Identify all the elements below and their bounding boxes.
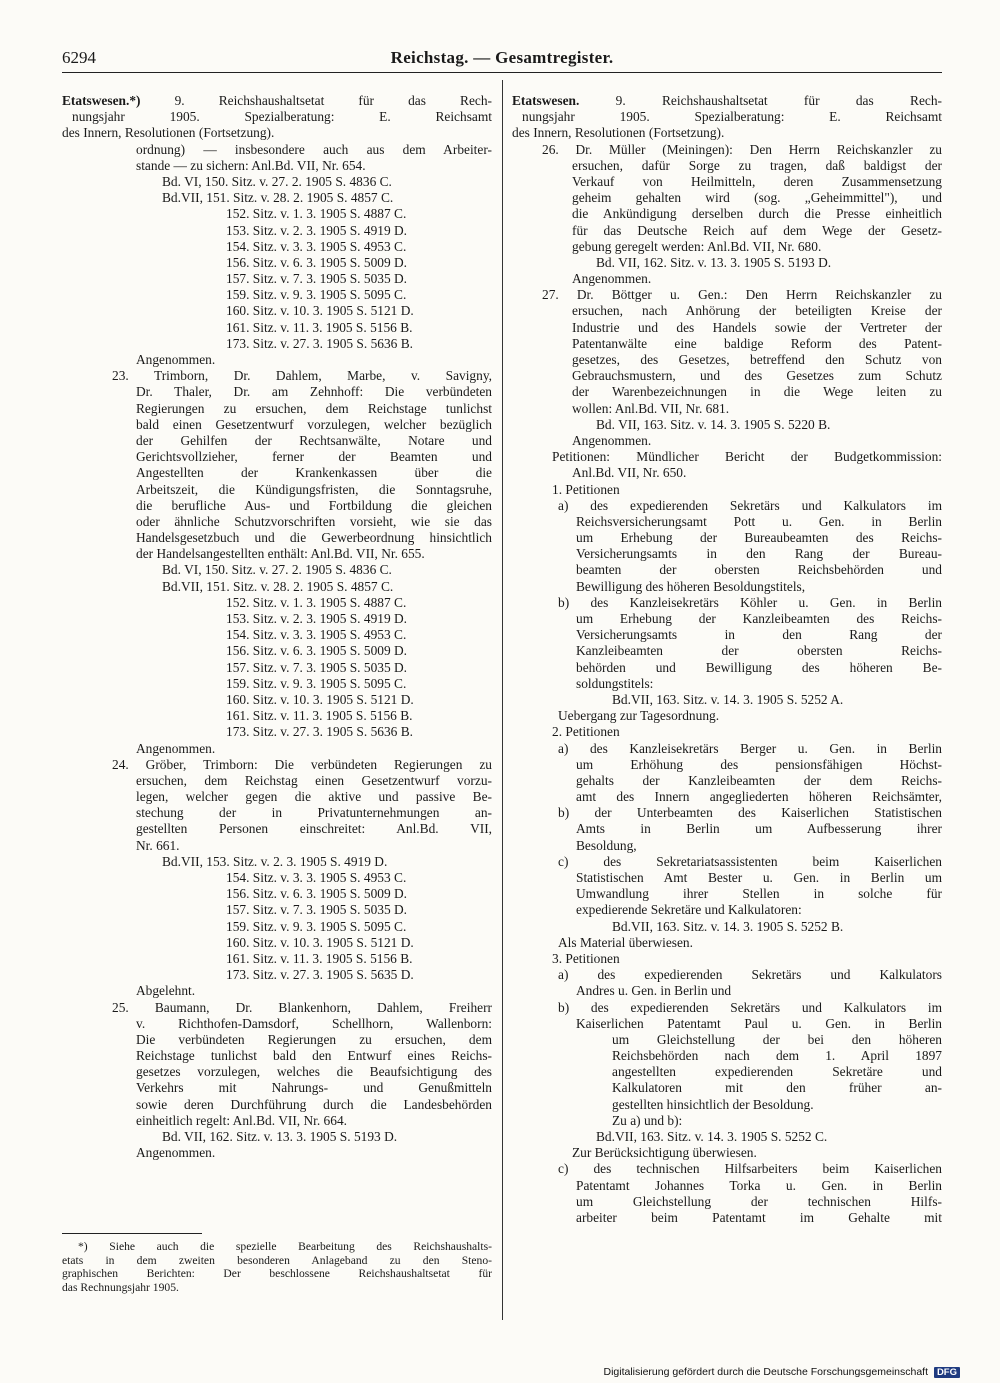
text-line: 173. Sitz. v. 27. 3. 1905 S. 5635 D. — [226, 967, 414, 983]
text-line: Reichstage tunlichst bald den Entwurf eines Reichs- — [136, 1048, 492, 1064]
text-line: Angenommen. — [572, 432, 652, 448]
text-line: 157. Sitz. v. 7. 3. 1905 S. 5035 D. — [226, 659, 408, 675]
text-line: behörden und Bewilligung des höheren Be- — [576, 659, 942, 675]
text-line: angestellten expedierenden Sekretäre und — [612, 1064, 942, 1080]
text-line: Bd. VII, 162. Sitz. v. 13. 3. 1905 S. 5193 D. — [596, 254, 832, 270]
text-line: Bd.VII, 163. Sitz. v. 14. 3. 1905 S. 5252 C. — [596, 1129, 828, 1144]
text-line: 159. Sitz. v. 9. 3. 1905 S. 5095 C. — [226, 287, 407, 303]
text-line: um Gleichstellung der technischen Hilfs- — [576, 1193, 942, 1209]
footnote — [62, 1240, 492, 1294]
text-line: bald einen Gesetzentwurf vorzulegen, welcher bezüglich — [136, 416, 492, 432]
text-line: ersuchen, dafür Sorge zu tragen, daß baldigst der — [572, 157, 942, 173]
text-line: b) des expedierenden Sekretärs und Kalkulators im — [558, 999, 942, 1015]
text-line: Zu a) und b): — [612, 1112, 683, 1128]
text-line: beamten der obersten Reichsbehörden und — [576, 562, 942, 578]
text-line: 160. Sitz. v. 10. 3. 1905 S. 5121 D. — [226, 303, 414, 319]
dfg-logo: DFG — [934, 1367, 960, 1378]
text-line: arbeiter beim Patentamt im Gehalte mit — [576, 1209, 942, 1225]
text-line: einheitlich regelt: Anl.Bd. VII, Nr. 664. — [136, 1112, 347, 1128]
text-line: 153. Sitz. v. 2. 3. 1905 S. 4919 D. — [226, 611, 408, 626]
text-line: expedierende Sekretäre und Kalkulatoren: — [576, 902, 802, 918]
text-line: b) der Unterbeamten des Kaiserlichen Statistischen — [558, 805, 942, 821]
text-line: Angenommen. — [136, 352, 216, 367]
text-line: b) des Kanzleisekretärs Köhler u. Gen. in Berlin — [558, 594, 942, 610]
text-line: stande — zu sichern: Anl.Bd. VII, Nr. 654. — [136, 157, 366, 173]
text-line: 154. Sitz. v. 3. 3. 1905 S. 4953 C. — [226, 238, 407, 254]
text-line: 160. Sitz. v. 10. 3. 1905 S. 5121 D. — [226, 934, 414, 950]
text-line: amt des Innern angegliederten höheren Reichsämter, — [576, 789, 942, 805]
footnote-rule — [62, 1233, 202, 1234]
text-line: um Erhebung der Bureaubeamten des Reichs- — [576, 530, 942, 546]
text-line: Petitionen: Mündlicher Bericht der Budgetkommission: — [552, 449, 942, 465]
text-line: der Gehilfen der Rechtsanwälte, Notare und — [136, 432, 492, 448]
text-line: Angenommen. — [136, 1145, 216, 1161]
text-line: Statistischen Amt Bester u. Gen. in Berlin um — [576, 870, 942, 885]
text-line: 152. Sitz. v. 1. 3. 1905 S. 4887 C. — [226, 594, 407, 610]
text-line: für das Deutsche Reich auf dem Wege der Gesetz- — [572, 222, 942, 238]
header-rule — [62, 72, 942, 73]
text-line: Umwandlung ihrer Stellen in solche für — [576, 886, 942, 902]
text-line: c) des Sekretariatsassistenten beim Kaiserlichen — [558, 853, 942, 869]
text-line: ersuchen, nach Anhörung der beteiligten Kreise der — [572, 303, 942, 319]
left-column — [62, 93, 492, 1161]
page-header — [62, 48, 942, 70]
footnote-line: etats in dem zweiten besonderen Anlageband zu den Steno- — [62, 1253, 492, 1267]
text-line: 159. Sitz. v. 9. 3. 1905 S. 5095 C. — [226, 918, 407, 934]
text-line: 161. Sitz. v. 11. 3. 1905 S. 5156 B. — [226, 319, 413, 335]
text-line: 154. Sitz. v. 3. 3. 1905 S. 4953 C. — [226, 870, 407, 885]
text-line: Angestellten der Krankenkassen über die — [136, 465, 492, 481]
text-line: Kanzleibeamten der obersten Reichs- — [576, 643, 942, 659]
running-title: Reichstag. — Gesamtregister. — [390, 48, 614, 67]
text-line: Verkauf von Heilmitteln, deren Zusammensetzung — [572, 173, 942, 189]
text-line: gestellten hinsichtlich der Besoldung. — [612, 1096, 814, 1112]
text-line: ersuchen, dem Reichstag einen Gesetzentwurf vorzu- — [136, 772, 492, 788]
text-line: 23. Trimborn, Dr. Dahlem, Marbe, v. Savigny, — [112, 368, 492, 384]
text-line: Verkehrs mit Nahrungs- und Genußmitteln — [136, 1080, 492, 1096]
text-line: gesetzes vorzulegen, welches die Beaufsichtigung des — [136, 1064, 492, 1080]
text-line: Uebergang zur Tagesordnung. — [558, 708, 720, 724]
footnote-line: graphischen Berichten: Der beschlossene Reichshaushaltsetat für — [62, 1267, 492, 1281]
text-line: Gebrauchsmustern, und des Gesetzes zum Schutz — [572, 368, 942, 384]
text-line: 2. Petitionen — [552, 724, 620, 740]
text-line: a) des expedierenden Sekretärs und Kalkulators im — [558, 497, 942, 513]
text-line: wollen: Anl.Bd. VII, Nr. 681. — [572, 400, 730, 416]
text-line: Bd. VII, 162. Sitz. v. 13. 3. 1905 S. 5193 D. — [162, 1129, 398, 1144]
text-line: um Gleichstellung der bei den höheren — [612, 1031, 942, 1047]
text-line: Besoldung, — [576, 837, 637, 853]
text-line: Reichsbehörden nach dem 1. April 1897 — [612, 1048, 942, 1064]
text-line: 161. Sitz. v. 11. 3. 1905 S. 5156 B. — [226, 708, 413, 724]
text-line: gesetzes, des Gesetzes, betreffend den Schutz von — [572, 352, 942, 367]
text-line: stechung der in Privatunternehmungen an- — [136, 805, 492, 821]
page-number: 6294 — [62, 48, 96, 67]
text-line: um Erhebung der Kanzleibeamten des Reichs- — [576, 611, 942, 626]
text-line: Zur Berücksichtigung überwiesen. — [572, 1145, 757, 1161]
text-line: nungsjahr 1905. Spezialberatung: E. Reichsamt — [522, 109, 942, 125]
text-line: Industrie und des Handels sowie der Vertreter der — [572, 319, 942, 335]
sponsor-note — [604, 1366, 961, 1378]
text-line: Nr. 661. — [136, 837, 180, 853]
text-line: Bd.VII, 151. Sitz. v. 28. 2. 1905 S. 4857 C. — [162, 578, 394, 594]
text-line: gebung geregelt werden: Anl.Bd. VII, Nr. 680. — [572, 238, 822, 254]
text-line: Andres u. Gen. in Berlin und — [576, 983, 732, 999]
text-line: nungsjahr 1905. Spezialberatung: E. Reichsamt — [72, 109, 492, 125]
text-line: Bd.VII, 163. Sitz. v. 14. 3. 1905 S. 5252 A. — [612, 691, 844, 707]
text-line: ordnung) — insbesondere auch aus dem Arbeiter- — [136, 141, 492, 157]
text-line: Kalkulatoren mit den früher an- — [612, 1080, 942, 1096]
text-line: legen, welcher gegen die aktive und passive Be- — [136, 789, 492, 805]
text-line: gehalts der Kanzleibeamten der dem Reichs- — [576, 772, 942, 788]
text-line: Kaiserlichen Patentamt Paul u. Gen. in Berlin — [576, 1015, 942, 1031]
text-line: Anl.Bd. VII, Nr. 650. — [572, 465, 687, 481]
sponsor-text: Digitalisierung gefördert durch die Deutsche Forschungsgemeinschaft — [603, 1366, 929, 1378]
text-line: Als Material überwiesen. — [558, 934, 693, 950]
text-line: Versicherungsamts in den Rang der — [576, 627, 942, 643]
text-line: gestellten Personen einschreitet: Anl.Bd. VII, — [136, 821, 492, 837]
text-line: die berufliche Aus- und Fortbildung die gleichen — [136, 497, 492, 513]
text-line: Angenommen. — [572, 271, 652, 287]
text-line: 161. Sitz. v. 11. 3. 1905 S. 5156 B. — [226, 950, 413, 966]
text-line: geheim gehalten wird (sog. „Geheimmittel"), und — [572, 190, 942, 206]
text-line: des Innern, Resolutionen (Fortsetzung). — [512, 125, 725, 141]
text-line: Bd.VII, 163. Sitz. v. 14. 3. 1905 S. 5252 B. — [612, 918, 844, 934]
text-line: Angenommen. — [136, 740, 216, 756]
text-line: 156. Sitz. v. 6. 3. 1905 S. 5009 D. — [226, 643, 408, 659]
footnote-line: das Rechnungsjahr 1905. — [62, 1280, 179, 1294]
text-line: um Erhöhung des pensionsfähigen Höchst- — [576, 756, 942, 772]
text-line: 26. Dr. Müller (Meiningen): Den Herrn Reichskanzler zu — [542, 141, 942, 157]
text-line: 157. Sitz. v. 7. 3. 1905 S. 5035 D. — [226, 902, 408, 918]
text-line: 173. Sitz. v. 27. 3. 1905 S. 5636 B. — [226, 724, 413, 740]
text-line: oder ähnliche Schutzvorschriften vorsieht, wie sie das — [136, 513, 492, 529]
text-line: a) des expedierenden Sekretärs und Kalkulators — [558, 967, 942, 983]
footnote-line: *) Siehe auch die spezielle Bearbeitung des Reichshaushalts- — [78, 1240, 492, 1253]
text-line: Bd. VI, 150. Sitz. v. 27. 2. 1905 S. 4836 C. — [162, 173, 392, 189]
text-line: Etatswesen.*) 9. Reichshaushaltsetat für das Rech- — [62, 93, 492, 108]
text-line: c) des technischen Hilfsarbeiters beim Kaiserlichen — [558, 1161, 942, 1177]
text-line: 160. Sitz. v. 10. 3. 1905 S. 5121 D. — [226, 691, 414, 707]
column-divider — [502, 80, 503, 1320]
text-line: Handelsgesetzbuch und die Gewerbeordnung hinsichtlich — [136, 530, 492, 546]
text-line: Amts in Berlin um Aufbesserung ihrer — [576, 821, 942, 837]
text-line: 152. Sitz. v. 1. 3. 1905 S. 4887 C. — [226, 206, 407, 222]
text-line: Bd. VI, 150. Sitz. v. 27. 2. 1905 S. 4836 C. — [162, 562, 392, 578]
text-line: Patentanwälte eine baldige Reform des Patent- — [572, 335, 942, 351]
text-line: Bd.VII, 151. Sitz. v. 28. 2. 1905 S. 4857 C. — [162, 190, 394, 206]
text-line: Dr. Thaler, Dr. am Zehnhoff: Die verbündeten — [136, 384, 492, 400]
text-line: v. Richthofen-Damsdorf, Schellhorn, Wallenborn: — [136, 1015, 492, 1031]
text-line: der Handelsangestellten enthält: Anl.Bd. VII, Nr. 655. — [136, 546, 425, 562]
text-line: 3. Petitionen — [552, 950, 620, 966]
text-line: Etatswesen. 9. Reichshaushaltsetat für das Rech- — [512, 93, 942, 108]
text-line: Regierungen zu ersuchen, dem Reichstage tunlichst — [136, 400, 492, 416]
text-line: sowie deren Durchführung durch die Landesbehörden — [136, 1096, 492, 1112]
text-line: Versicherungsamts in den Rang der Bureau- — [576, 546, 942, 562]
text-line: 27. Dr. Böttger u. Gen.: Den Herrn Reichskanzler zu — [542, 287, 942, 303]
text-line: Bd. VII, 163. Sitz. v. 14. 3. 1905 S. 5220 B. — [596, 416, 831, 432]
text-line: 1. Petitionen — [552, 481, 620, 497]
text-line: 24. Gröber, Trimborn: Die verbündeten Regierungen zu — [112, 756, 492, 772]
text-line: 157. Sitz. v. 7. 3. 1905 S. 5035 D. — [226, 271, 408, 287]
text-line: Bewilligung des höheren Besoldungstitels, — [576, 578, 806, 594]
text-line: Die verbündeten Regierungen zu ersuchen, dem — [136, 1031, 492, 1047]
text-line: Reichsversicherungsamt Pott u. Gen. in Berlin — [576, 513, 942, 529]
text-line: Abgelehnt. — [136, 983, 196, 999]
text-line: a) des Kanzleisekretärs Berger u. Gen. in Berlin — [558, 740, 942, 756]
text-line: soldungstitels: — [576, 675, 654, 691]
text-line: 153. Sitz. v. 2. 3. 1905 S. 4919 D. — [226, 222, 408, 238]
text-line: Bd.VII, 153. Sitz. v. 2. 3. 1905 S. 4919 D. — [162, 853, 388, 869]
text-line: Arbeitszeit, die Kündigungsfristen, die Sonntagsruhe, — [136, 481, 492, 497]
text-line: des Innern, Resolutionen (Fortsetzung). — [62, 125, 275, 141]
text-line: die Ankündigung derselben durch die Presse einheitlich — [572, 206, 942, 222]
text-line: 173. Sitz. v. 27. 3. 1905 S. 5636 B. — [226, 335, 413, 351]
text-line: 159. Sitz. v. 9. 3. 1905 S. 5095 C. — [226, 675, 407, 691]
text-line: 154. Sitz. v. 3. 3. 1905 S. 4953 C. — [226, 627, 407, 643]
text-line: der Warenbezeichnungen in die Wege leiten zu — [572, 384, 942, 400]
text-line: Gerichtsvollzieher, ferner der Beamten und — [136, 449, 492, 465]
text-line: 156. Sitz. v. 6. 3. 1905 S. 5009 D. — [226, 254, 408, 270]
text-line: Patentamt Johannes Torka u. Gen. in Berlin — [576, 1177, 942, 1193]
text-line: 156. Sitz. v. 6. 3. 1905 S. 5009 D. — [226, 886, 408, 902]
text-line: 25. Baumann, Dr. Blankenhorn, Dahlem, Freiherr — [112, 999, 492, 1015]
right-column — [512, 93, 942, 1226]
